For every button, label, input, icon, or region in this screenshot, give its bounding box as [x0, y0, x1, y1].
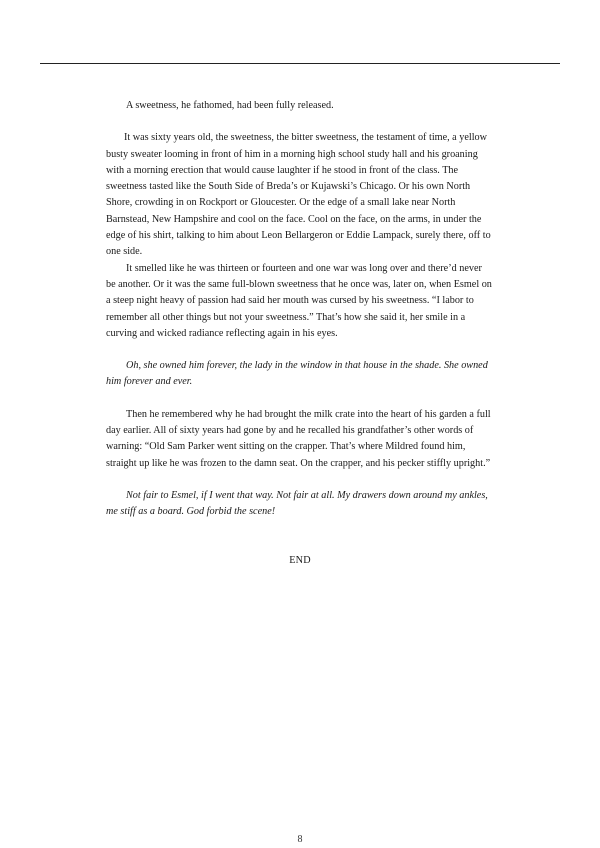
paragraph-italic-not-fair: Not fair to Esmel, if I went that way. Not fair at all. My drawers down around my ankles, me stiff as a board. God forbid the scene!	[106, 489, 488, 518]
header-rule	[40, 63, 560, 64]
paragraph-italic-owned: Oh, she owned him forever, the lady in the window in that house in the shade. She owned him forever and ever.	[106, 360, 488, 388]
end-marker: END	[289, 554, 311, 566]
paragraph-released: A sweetness, he fathomed, had been fully released.	[126, 100, 334, 111]
page-number: 8	[297, 834, 303, 845]
paragraph-sixty-years: It was sixty years old, the sweetness, the bitter sweetness, the testament of time, a yellow busty sweater looming in front of him in a morning high school study hall and his groaning with a morning erection that would cause laughter if he stood in front of the class. The sweetness tasted like the South Side of Breda’s or Kujawski’s Chicago. Or his own North Shore, crowding in on Rockport or Gloucester. Or the edge of a small lake near North Barnstead, New Hampshire and cool on the face. Cool on the face, on the arms, in under the edge of his shirt, talking to him about Leon Bellargeron or Eddie Lampack, surely there, off to one side.	[106, 132, 491, 258]
paragraph-milk-crate: Then he remembered why he had brought the milk crate into the heart of his garden a full day earlier. All of sixty years had gone by and he recalled his grandfather’s other words of warning: “Old Sam Parker went sitting on the crapper. That’s where Mildred found him, straight up like he was frozen to the damn seat. On the crapper, and his pecker stiffly upright.”	[106, 408, 491, 469]
paragraph-smelled: It smelled like he was thirteen or fourteen and one war was long over and there’d never be another. Or it was the same full-blown sweetness that he once was, later on, when Esmel on a steep night heavy of passion had said her mouth was cursed by his sweetness. “I labor to remember all other things but not your sweetness.” That’s how she said it, her smile in a curving and wicked radiance reflecting again in his eyes.	[106, 262, 492, 339]
story-text	[106, 98, 494, 569]
